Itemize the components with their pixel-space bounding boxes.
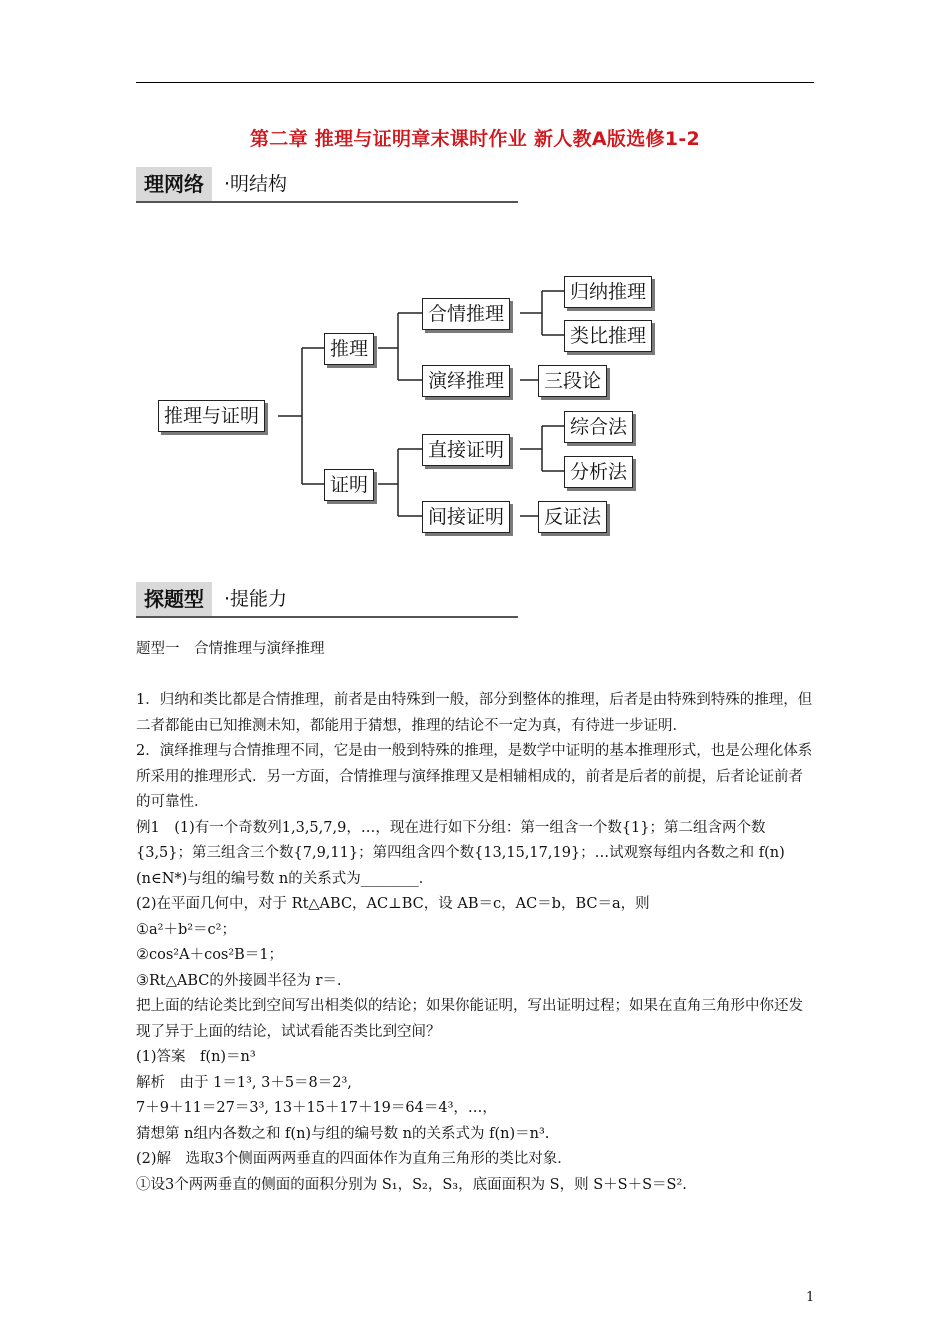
body-text (136, 688, 816, 1198)
section-rule (136, 201, 518, 203)
paragraph: (2)在平面几何中，对于 Rt△ABC，AC⊥BC，设 AB＝c，AC＝b，BC＝a，则 (136, 896, 650, 912)
paragraph: ③Rt△ABC的外接圆半径为 r＝. (136, 972, 342, 989)
text-line: 题型一 合情推理与演绎推理 (136, 641, 325, 657)
node-proof: 证明 (324, 469, 374, 501)
top-rule (136, 82, 814, 83)
node-contradiction-method: 反证法 (538, 501, 607, 533)
paragraph: ①设3个两两垂直的侧面的面积分别为 S₁，S₂，S₃，底面面积为 S，则 S＋S＋S＝S². (136, 1176, 687, 1193)
paragraph: ①a²＋b²＝c²； (136, 921, 236, 938)
paragraph: 7＋9＋11＝27＝3³, 13＋15＋17＋19＝64＝4³，…， (136, 1100, 497, 1116)
node-syllogism: 三段论 (538, 365, 607, 397)
node-synthesis-method: 综合法 (564, 411, 633, 443)
paragraph: (2)解 选取3个侧面两两垂直的四面体作为直角三角形的类比对象． (136, 1151, 572, 1167)
paragraph: 把上面的结论类比到空间写出相类似的结论；如果你能证明，写出证明过程；如果在直角三角形中你还发现了异于上面的结论，试试看能否类比到空间？ (136, 998, 803, 1040)
paragraph: 解析 由于 1＝1³, 3＋5＝8＝2³, (136, 1074, 352, 1091)
section-header-problem-types (136, 582, 518, 620)
paragraph: 1．归纳和类比都是合情推理，前者是由特殊到一般，部分到整体的推理，后者是由特殊到特殊的推理，但二者都能由已知推测未知，都能用于猜想，推理的结论不一定为真，有待进一步证明． (136, 692, 813, 734)
node-root: 推理与证明 (158, 400, 265, 432)
paragraph: (1)答案 f(n)＝n³ (136, 1049, 256, 1065)
node-plausible-reasoning: 合情推理 (422, 298, 510, 330)
node-induction: 归纳推理 (564, 276, 652, 308)
page-title: 第二章 推理与证明章末课时作业 新人教A版选修1-2 (249, 128, 701, 150)
node-direct-proof: 直接证明 (422, 434, 510, 466)
problem-type-heading (136, 637, 816, 663)
page-number: 1 (806, 1290, 815, 1305)
node-inference: 推理 (324, 333, 374, 365)
paragraph: ②cos²A＋cos²B＝1； (136, 947, 284, 963)
section-subtitle: ·提能力 (224, 588, 288, 610)
section-subtitle: ·明结构 (224, 173, 288, 195)
section-rule (136, 616, 518, 618)
section-tab: 探题型 (136, 582, 212, 616)
paragraph: 2．演绎推理与合情推理不同，它是由一般到特殊的推理，是数学中证明的基本推理形式，也是公理化体系所采用的推理形式．另一方面，合情推理与演绎推理又是相辅相成的，前者是后者的前提，后者论证前者的可靠性． (136, 743, 813, 810)
node-indirect-proof: 间接证明 (422, 501, 510, 533)
paragraph: 猜想第 n组内各数之和 f(n)与组的编号数 n的关系式为 f(n)＝n³. (136, 1125, 550, 1142)
section-tab: 理网络 (136, 167, 212, 201)
paragraph: 例1 (1)有一个奇数列1,3,5,7,9，…，现在进行如下分组：第一组含一个数{1}；第二组含两个数{3,5}；第三组含三个数{7,9,11}；第四组含四个数{13,15,17,19}；…试观察每组内各数之和 f(n)(n∈N*)与组的编号数 n的关系式为________． (136, 819, 785, 887)
node-deductive-reasoning: 演绎推理 (422, 365, 510, 397)
node-analysis-method: 分析法 (564, 456, 633, 488)
section-header-structure (136, 167, 518, 205)
node-analogy: 类比推理 (564, 320, 652, 352)
